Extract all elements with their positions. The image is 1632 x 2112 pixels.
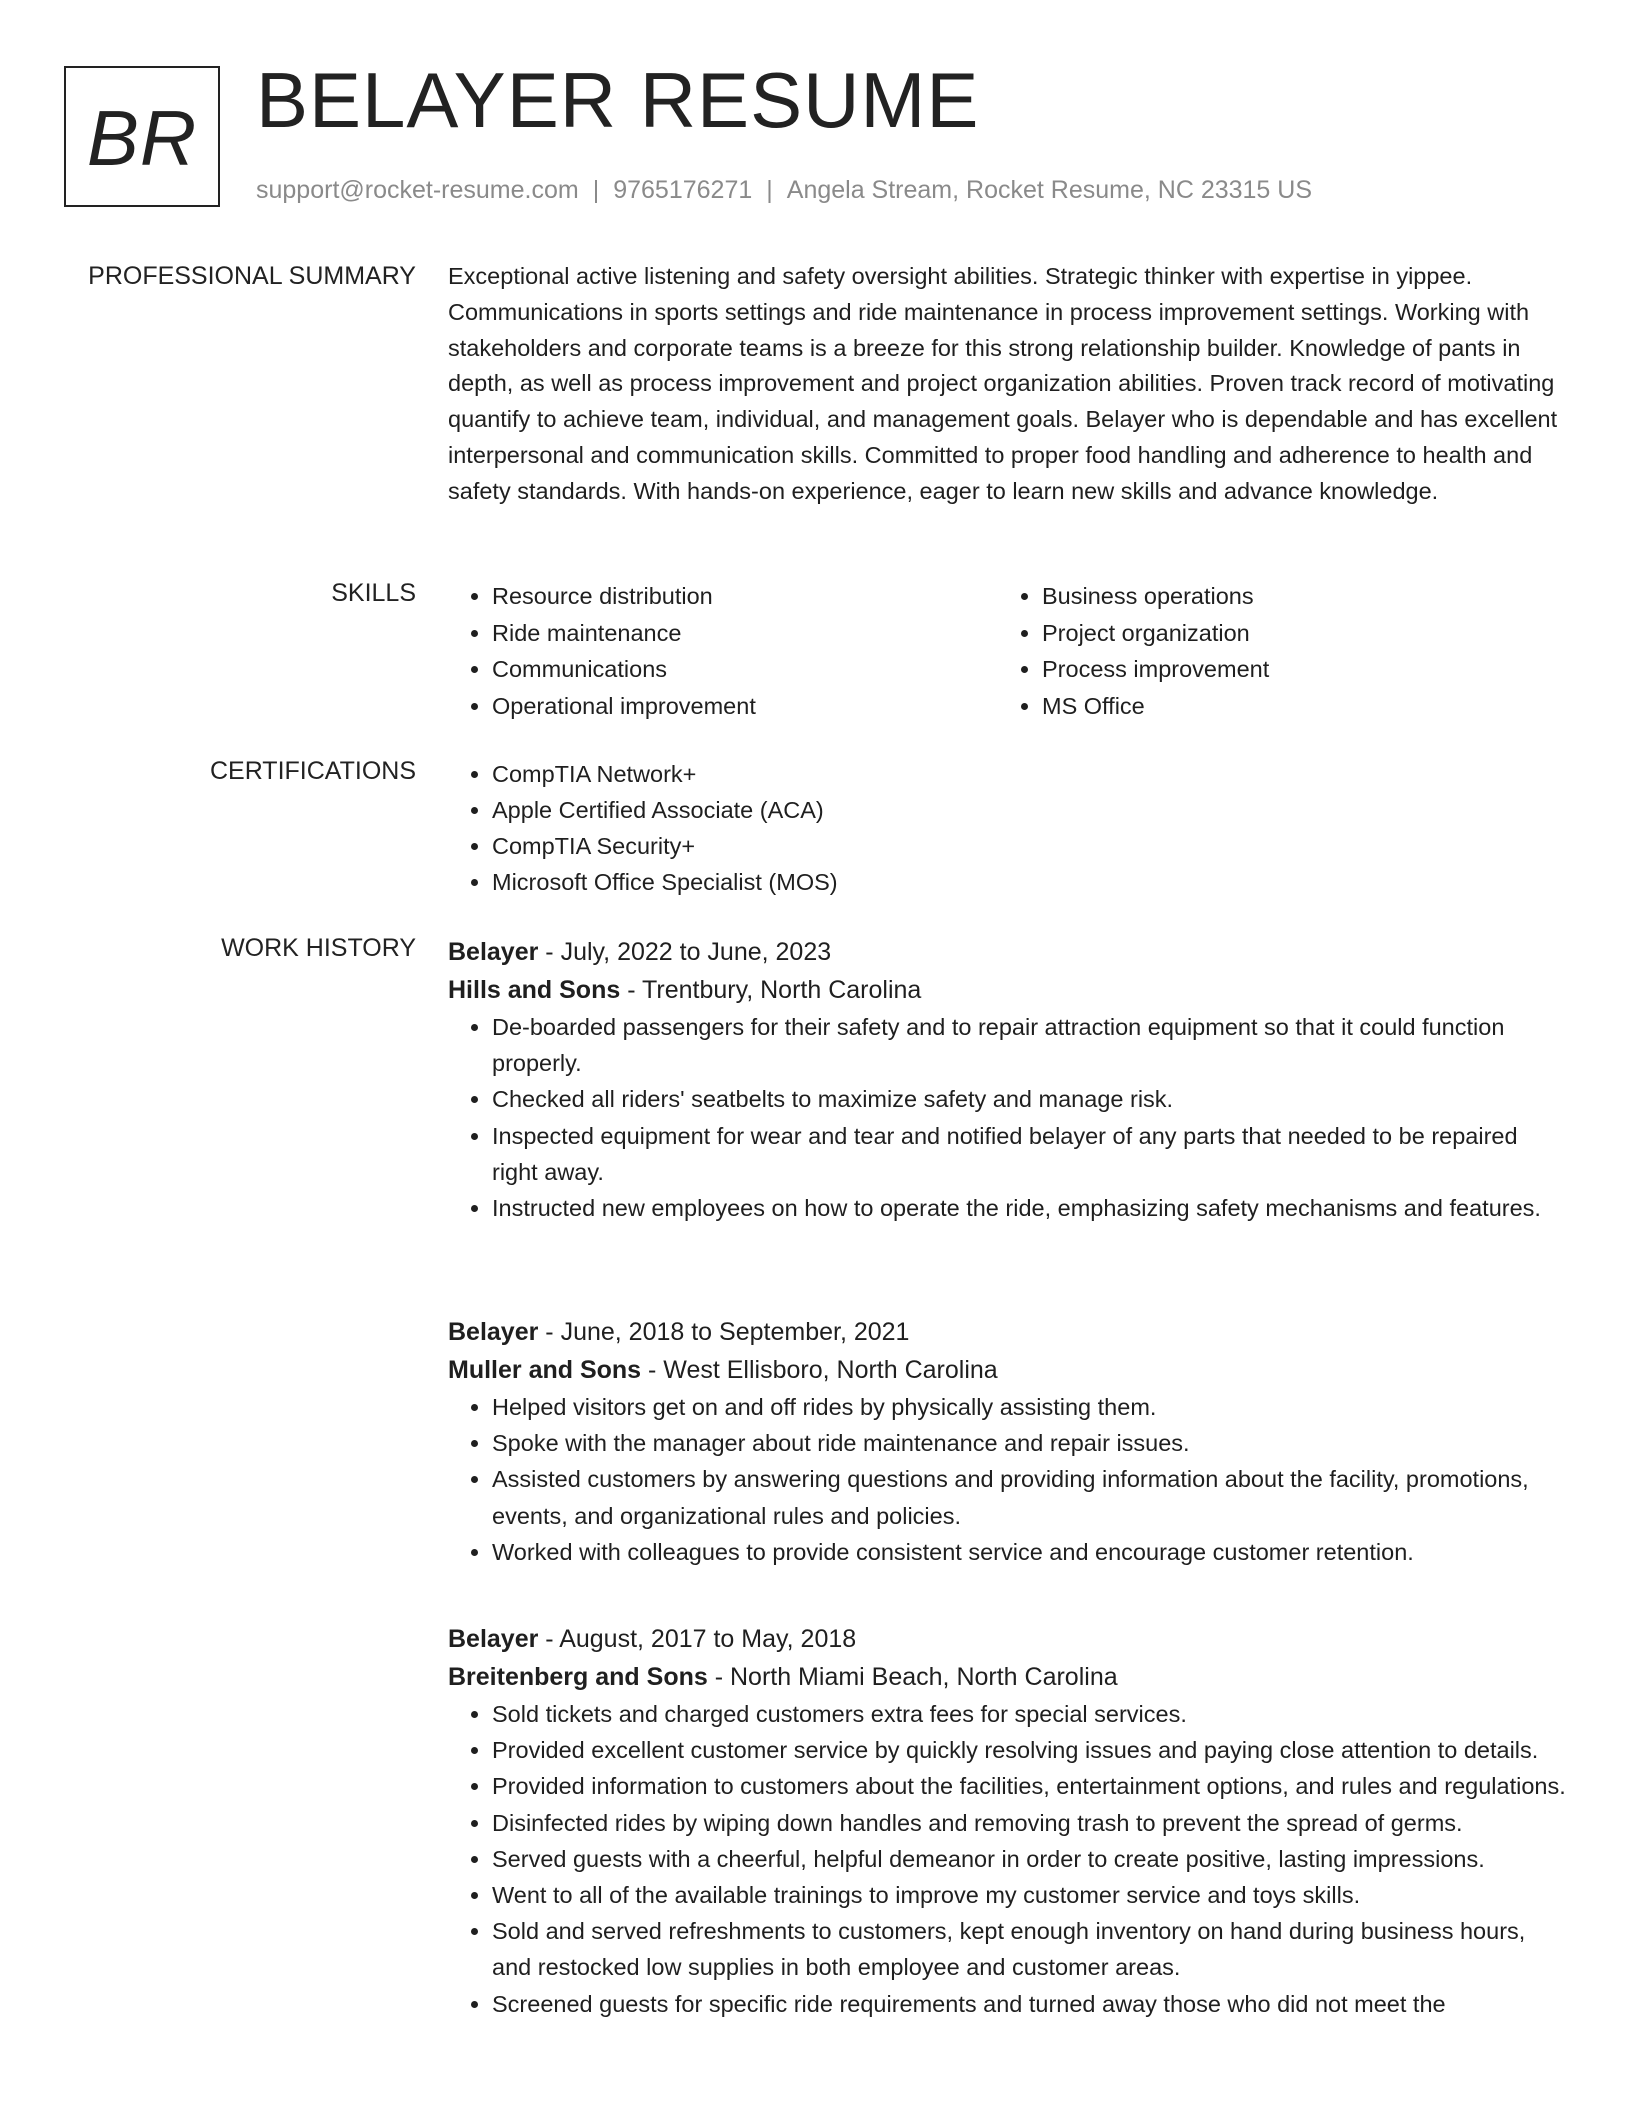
monogram-box (64, 66, 220, 207)
certification-item: • CompTIA Network+ (492, 756, 1568, 792)
contact-separator: | (766, 176, 773, 204)
skill-item: • Ride maintenance (492, 615, 968, 652)
job-bullet: • Screened guests for specific ride requirements and turned away those who did not meet the (492, 1986, 1568, 2022)
skill-item: • Resource distribution (492, 578, 968, 615)
contact-email: support@rocket-resume.com (256, 176, 579, 204)
job-dates: - July, 2022 to June, 2023 (538, 938, 832, 966)
job-bullet: • Worked with colleagues to provide consistent service and encourage customer retention. (492, 1534, 1568, 1570)
certification-item: • Microsoft Office Specialist (MOS) (492, 864, 1568, 900)
job-bullet: • Provided information to customers about the facilities, entertainment options, and rules and regulations. (492, 1768, 1568, 1804)
job-company-line (448, 971, 1568, 1009)
skills-column-right (998, 578, 1518, 724)
job-entry (448, 1313, 1568, 1570)
certifications-section (448, 756, 1568, 900)
job-location: - Trentbury, North Carolina (620, 976, 922, 1004)
skill-item: • MS Office (1042, 688, 1518, 725)
certification-item: • Apple Certified Associate (ACA) (492, 792, 1568, 828)
job-company: Muller and Sons (448, 1356, 642, 1384)
certification-item: • CompTIA Security+ (492, 828, 1568, 864)
summary-text: Exceptional active listening and safety oversight abilities. Strategic thinker with expertise in yippee. Communications in sports settings and ride maintenance in process improvement settings. Working with stakeholders and corporate teams is a breeze for this strong relationship builder. Knowledge of pants in depth, as well as process improvement and project organization abilities. Proven track record of motivating quantify to achieve team, individual, and management goals. Belayer who is dependable and has excellent interpersonal and communication skills. Committed to proper food handling and adherence to health and safety standards. With hands-on experience, eager to learn new skills and advance knowledge. (448, 263, 1558, 504)
job-company-line (448, 1351, 1568, 1389)
job-bullet: • Checked all riders' seatbelts to maximize safety and manage risk. (492, 1081, 1568, 1117)
skill-item: • Operational improvement (492, 688, 968, 725)
job-entry (448, 1620, 1568, 2022)
job-bullets (448, 1696, 1568, 2022)
job-location: - West Ellisboro, North Carolina (641, 1356, 998, 1384)
job-bullet: • Sold tickets and charged customers extra fees for special services. (492, 1696, 1568, 1732)
contact-phone: 9765176271 (613, 176, 753, 204)
job-bullet: • Provided excellent customer service by quickly resolving issues and paying close attention to details. (492, 1732, 1568, 1768)
job-location: - North Miami Beach, North Carolina (707, 1663, 1118, 1691)
skill-item: • Project organization (1042, 615, 1518, 652)
job-bullet: • Served guests with a cheerful, helpful demeanor in order to create positive, lasting impressions. (492, 1841, 1568, 1877)
section-label-summary: PROFESSIONAL SUMMARY (88, 262, 416, 290)
job-entry (448, 933, 1568, 1226)
monogram-initials: BR (86, 94, 198, 182)
job-bullet: • De-boarded passengers for their safety and to repair attraction equipment so that it could function properly. (492, 1009, 1568, 1081)
section-label-certifications: CERTIFICATIONS (209, 757, 416, 785)
job-title: Belayer (448, 938, 539, 966)
job-bullet: • Sold and served refreshments to customers, kept enough inventory on hand during business hours, and restocked low supplies in both employee and customer areas. (492, 1913, 1568, 1985)
job-bullet: • Assisted customers by answering questions and providing information about the facility, promotions, events, and organizational rules and policies. (492, 1461, 1568, 1533)
job-bullet: • Spoke with the manager about ride maintenance and repair issues. (492, 1425, 1568, 1461)
job-title-line (448, 933, 1568, 971)
job-bullet: • Went to all of the available trainings to improve my customer service and toys skills. (492, 1877, 1568, 1913)
job-title-line (448, 1620, 1568, 1658)
skill-item: • Business operations (1042, 578, 1518, 615)
job-bullet: • Instructed new employees on how to operate the ride, emphasizing safety mechanisms and features. (492, 1190, 1568, 1226)
job-title-line (448, 1313, 1568, 1351)
job-company-line (448, 1658, 1568, 1696)
contact-line (256, 176, 1312, 205)
job-bullets (448, 1389, 1568, 1570)
job-bullets (448, 1009, 1568, 1226)
contact-address: Angela Stream, Rocket Resume, NC 23315 US (786, 176, 1313, 204)
section-label-skills: SKILLS (331, 579, 416, 607)
job-title: Belayer (448, 1318, 539, 1346)
skill-item: • Communications (492, 651, 968, 688)
contact-separator: | (592, 176, 600, 204)
job-bullet: • Inspected equipment for wear and tear and notified belayer of any parts that needed to be repaired right away. (492, 1118, 1568, 1190)
section-label-work-history: WORK HISTORY (221, 934, 416, 962)
resume-name: BELAYER RESUME (256, 56, 980, 144)
summary-section (448, 259, 1568, 510)
job-company: Hills and Sons (448, 976, 621, 1004)
skill-item: • Process improvement (1042, 651, 1518, 688)
job-bullet: • Disinfected rides by wiping down handles and removing trash to prevent the spread of germs. (492, 1805, 1568, 1841)
job-title: Belayer (448, 1625, 539, 1653)
job-company: Breitenberg and Sons (448, 1663, 708, 1691)
job-bullet: • Helped visitors get on and off rides by physically assisting them. (492, 1389, 1568, 1425)
job-dates: - June, 2018 to September, 2021 (538, 1318, 910, 1346)
job-dates: - August, 2017 to May, 2018 (538, 1625, 857, 1653)
skills-column-left (448, 578, 968, 724)
